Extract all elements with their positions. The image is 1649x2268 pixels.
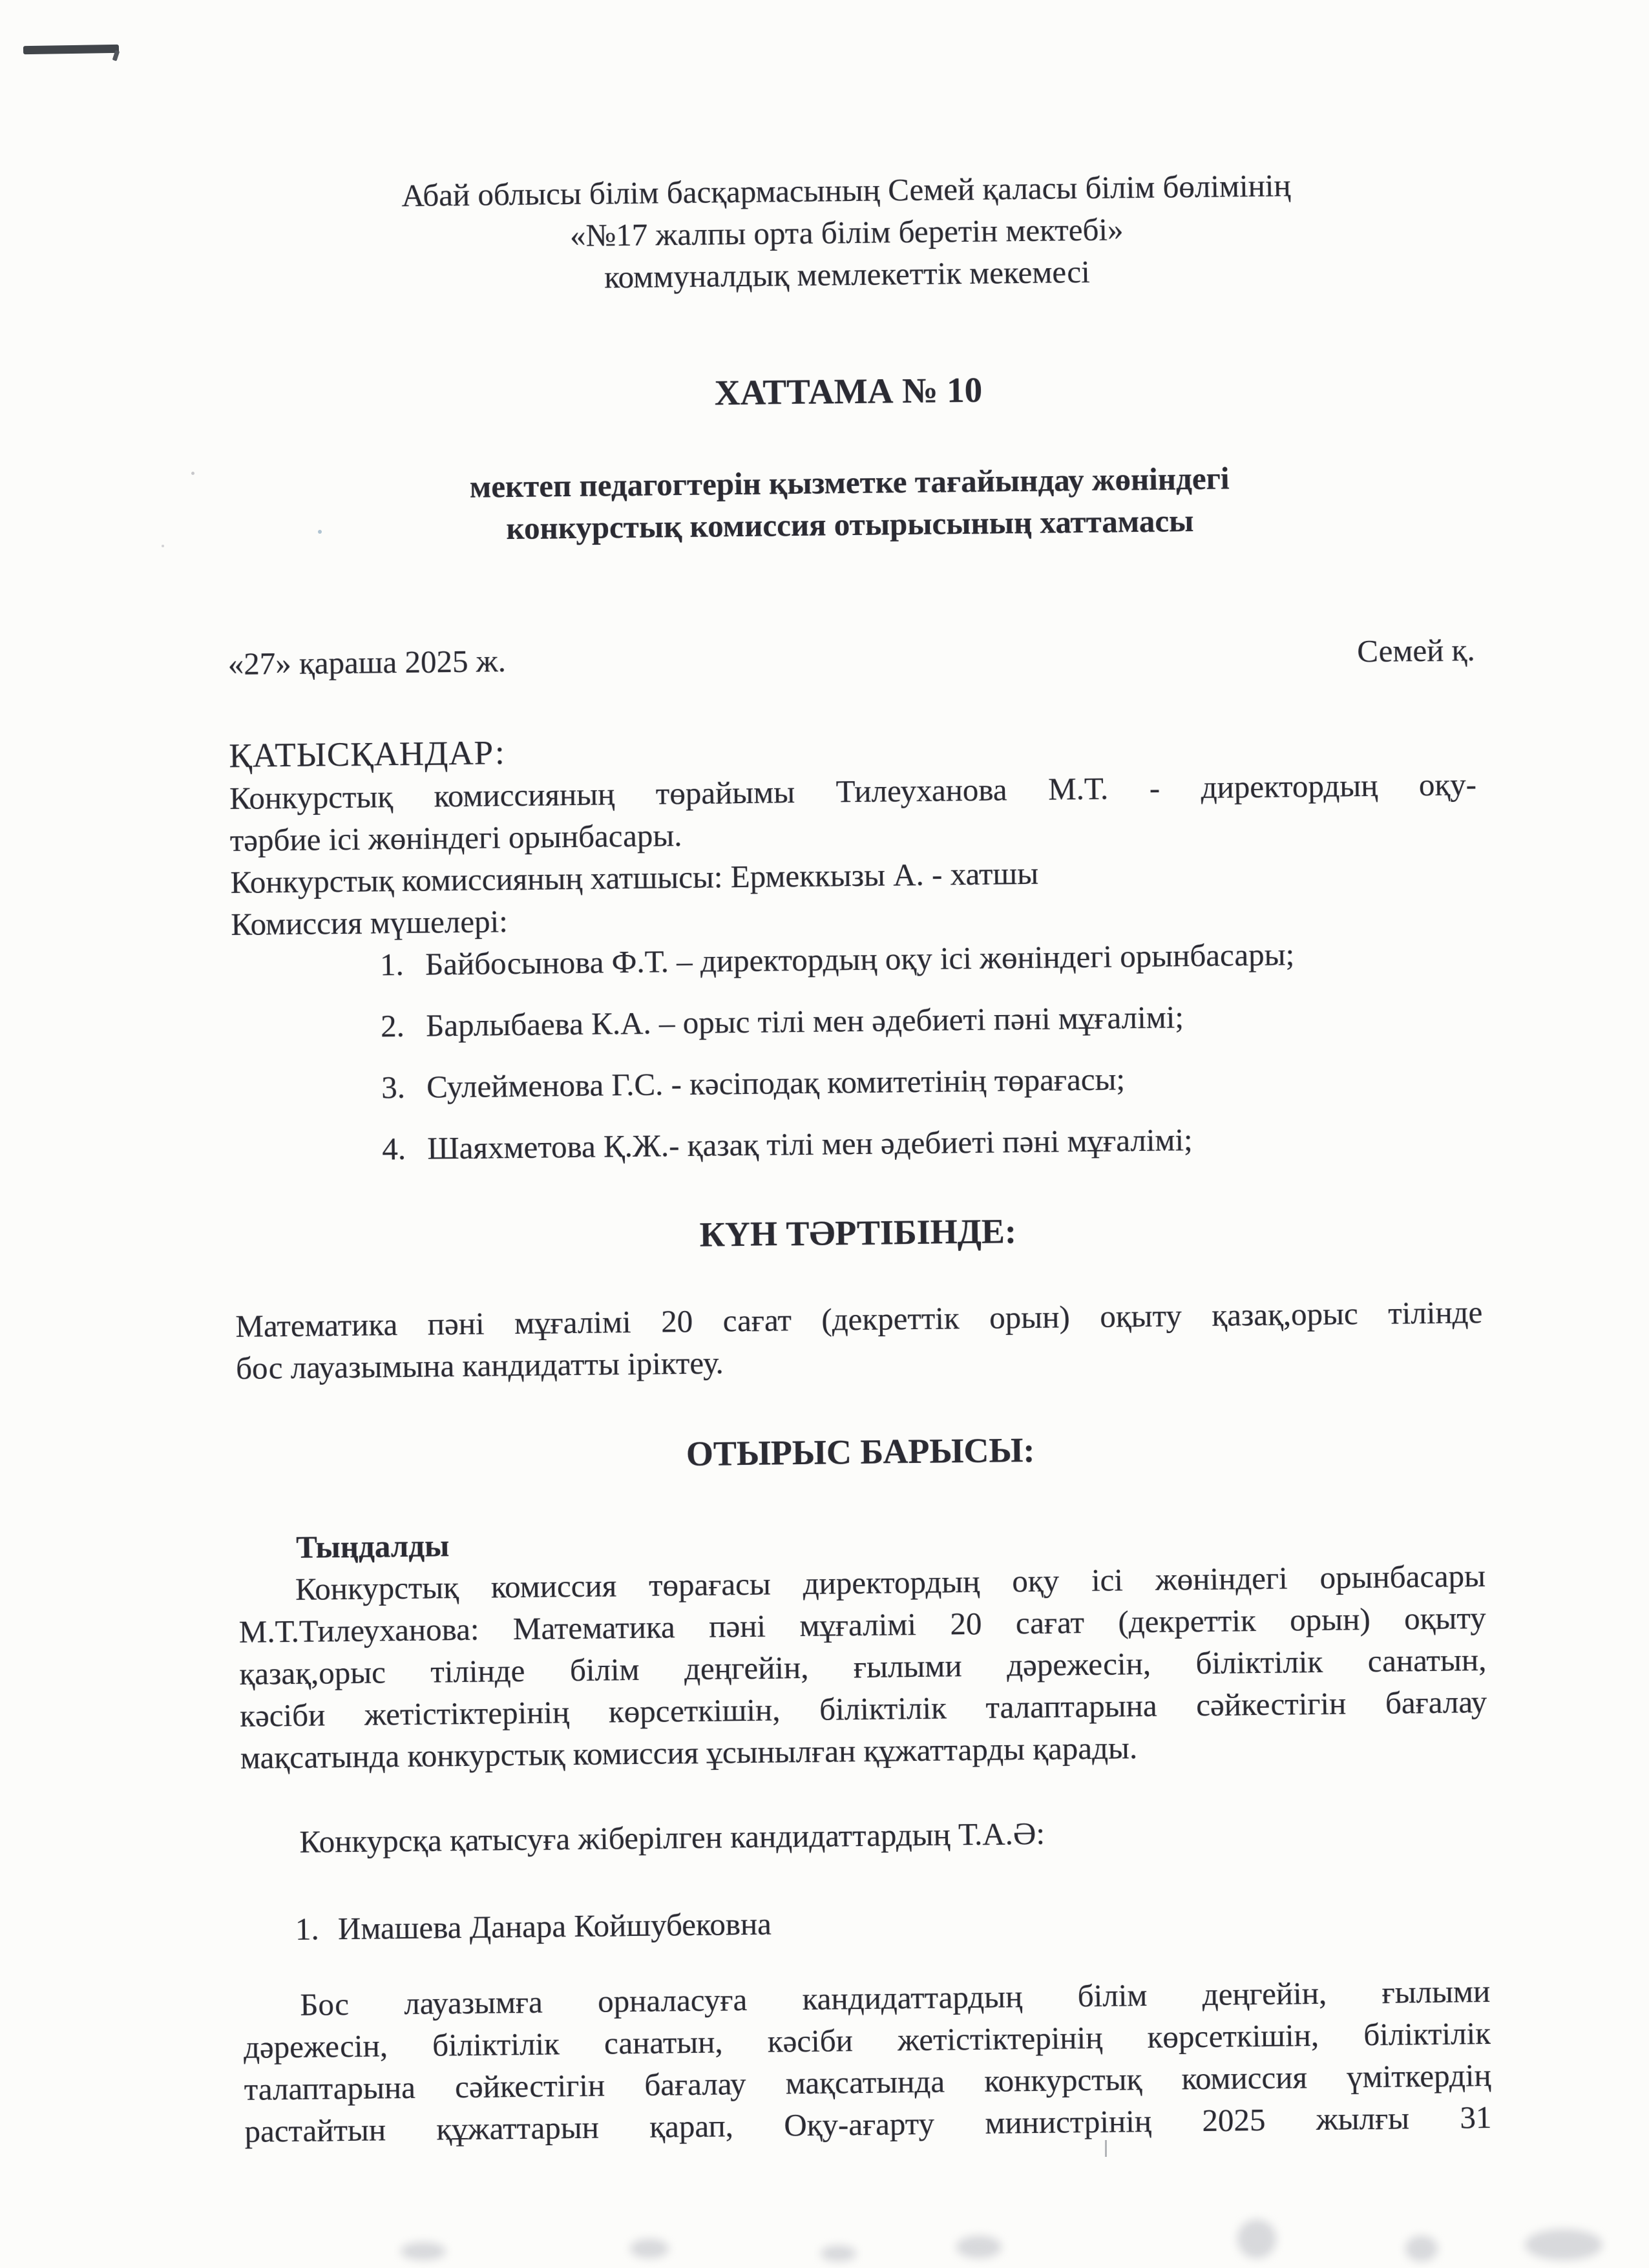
list-item-text: Байбосынова Ф.Т. – директордың оқу ісі жөніндегі орынбасары; — [425, 936, 1295, 982]
text-line: Конкурстық комиссияның төрайымы Тилеуханова М.Т. - директордың оқу- — [229, 766, 1477, 816]
document-content — [220, 0, 1492, 2152]
protocol-title: ХАТТАМА № 10 — [714, 370, 983, 413]
list-item-number: 1. — [295, 1911, 320, 1947]
protocol-city: Семей қ. — [1357, 632, 1475, 669]
scan-artifact-bar — [23, 45, 119, 54]
protocol-subtitle-line: конкурстық комиссия отырысының хаттамасы — [506, 503, 1194, 547]
protocol-date: «27» қараша 2025 ж. — [227, 643, 507, 682]
agenda-heading: КҮН ТӘРТІБІНДЕ: — [699, 1212, 1017, 1254]
text-line: дәрежесін, біліктілік санатын, кәсіби жетістіктерінің көрсеткішін, біліктілік — [243, 2015, 1491, 2065]
protocol-subtitle — [226, 454, 1473, 552]
candidates-intro: Конкурсқа қатысуға жіберілген кандидаттардың Т.А.Ә: — [299, 1815, 1045, 1860]
text-line: Конкурстық комиссияның хатшысы: Ермеккызы А. - хатшы — [230, 855, 1039, 900]
list-item — [382, 1115, 1481, 1189]
scan-smudge — [821, 2245, 856, 2262]
scan-smudge — [1405, 2236, 1438, 2262]
candidate-name: Имашева Данара Койшубековна — [337, 1906, 772, 1947]
heard-label: Тыңдалды — [295, 1528, 450, 1565]
text-line: талаптарына сәйкестігін бағалау мақсатында конкурстық комиссия үміткердің — [244, 2057, 1491, 2107]
dateline — [227, 629, 1475, 685]
text-line: кәсіби жетістіктерінің көрсеткішін, біліктілік талаптарына сәйкестігін бағалау — [239, 1683, 1487, 1734]
list-item-text: Барлыбаева К.А. – орыс тілі мен әдебиеті пәні мұғалімі; — [425, 999, 1184, 1044]
protocol-subtitle-line: мектеп педагогтерін қызметке тағайындау жөніндегі — [469, 460, 1230, 505]
scan-smudge — [956, 2236, 1002, 2258]
text-line: мақсатында конкурстық комиссия ұсынылған құжаттарды қарады. — [240, 1730, 1138, 1776]
commission-members-list — [380, 931, 1481, 1189]
list-item-number: 3. — [381, 1069, 406, 1106]
org-header-line: коммуналдық мемлекеттік мекемесі — [604, 253, 1090, 295]
text-line: тәрбие ісі жөніндегі орынбасары. — [229, 817, 682, 858]
proceedings-paragraph — [238, 1555, 1488, 1779]
text-line: Конкурстық комиссия төрағасы директордың оқу ісі жөніндегі орынбасары — [295, 1558, 1486, 1607]
org-header-line: Абай облысы білім басқармасының Семей қаласы білім бөлімінің — [401, 167, 1291, 213]
participants-paragraph — [229, 763, 1478, 945]
text-line: Бос лауазымға орналасуға кандидаттардың білім деңгейін, ғылыми — [299, 1973, 1491, 2022]
list-item-number: 2. — [380, 1007, 405, 1044]
text-line: қазақ,орыс тілінде білім деңгейін, ғылыми дәрежесін, біліктілік санатын, — [239, 1641, 1487, 1692]
scan-smudge — [401, 2242, 446, 2260]
text-line: Математика пәні мұғалімі 20 сағат (декреттік орын) оқыту қазақ,орыс тілінде — [235, 1294, 1483, 1344]
text-line: М.Т.Тилеуханова: Математика пәні мұғалімі 20 сағат (декреттік орын) оқыту — [238, 1599, 1486, 1650]
proceedings-heading: ОТЫРЫС БАРЫСЫ: — [686, 1430, 1035, 1474]
participants-heading: ҚАТЫСҚАНДАР: — [229, 734, 506, 775]
scan-smudge — [1525, 2229, 1602, 2260]
candidate-item — [295, 1895, 1490, 1950]
assessment-paragraph — [243, 1970, 1492, 2152]
text-line: Комиссия мүшелері: — [231, 903, 509, 942]
scan-speck — [162, 545, 164, 547]
scan-speck — [1105, 2140, 1107, 2157]
list-item-number: 4. — [381, 1130, 406, 1167]
text-line: бос лауазымына кандидатты іріктеу. — [235, 1345, 724, 1386]
scan-speck — [191, 472, 194, 475]
text-line: растайтын құжаттарын қарап, Оқу-ағарту министрінің 2025 жылғы 31 — [244, 2099, 1492, 2149]
org-header — [222, 162, 1471, 302]
scan-smudge — [630, 2239, 669, 2258]
list-item-text: Сулейменова Г.С. - кәсіподақ комитетінің төрағасы; — [426, 1061, 1126, 1105]
list-item-text: Шаяхметова Қ.Ж.- қазақ тілі мен әдебиеті пәні мұғалімі; — [426, 1122, 1193, 1166]
org-header-line: «№17 жалпы орта білім беретін мектебі» — [569, 211, 1124, 253]
list-item-number: 1. — [379, 946, 404, 983]
agenda-paragraph — [235, 1291, 1483, 1389]
scan-smudge — [1237, 2220, 1276, 2258]
